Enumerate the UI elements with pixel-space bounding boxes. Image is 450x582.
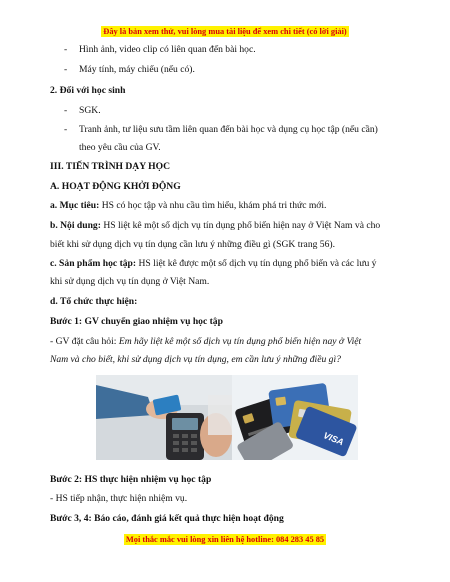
section-heading-warmup: A. HOẠT ĐỘNG KHỞI ĐỘNG (50, 181, 181, 192)
step1-question-text: Em hãy liệt kê một số dịch vụ tín dụng phổ biến hiện nay ở Việt (118, 336, 362, 347)
product-paragraph-line2: khi sử dụng dịch vụ tín dụng ở Việt Nam. (50, 276, 210, 287)
list-item: SGK. (79, 105, 101, 116)
bullet-dash: - (64, 105, 68, 116)
section-heading-process: III. TIẾN TRÌNH DẠY HỌC (50, 161, 171, 172)
card-payment-terminal-photo (96, 375, 232, 460)
step2-heading: Bước 2: HS thực hiện nhiệm vụ học tập (50, 474, 212, 485)
bullet-dash: - (64, 124, 68, 135)
bullet-dash: - (64, 64, 68, 75)
product-label: c. Sản phẩm học tập: (50, 258, 137, 269)
goal-paragraph (50, 200, 410, 211)
step2-text: - HS tiếp nhận, thực hiện nhiệm vụ. (50, 493, 188, 504)
list-item: Máy tính, máy chiếu (nếu có). (79, 64, 195, 75)
step34-heading: Bước 3, 4: Báo cáo, đánh giá kết quả thực hiện hoạt động (50, 513, 284, 524)
preview-banner-text: Đây là bản xem thử, vui lòng mua tài liệu để xem chi tiết (có lời giải) (103, 27, 347, 36)
hotline-banner-text: Mọi thắc mắc vui lòng xin liên hệ hotline: 084 283 45 85 (125, 535, 325, 544)
credit-cards-stack-photo (232, 375, 358, 460)
step1-heading: Bước 1: GV chuyển giao nhiệm vụ học tập (50, 316, 223, 327)
content-paragraph-line2: biết khi sử dụng dịch vụ tín dụng cần lưu ý những điều gì (SGK trang 56). (50, 239, 335, 250)
bullet-dash: - (64, 44, 68, 55)
goal-text: HS có học tập và nhu cầu tìm hiểu, khám phá tri thức mới. (99, 200, 327, 211)
list-item-continuation: theo yêu cầu của GV. (79, 142, 161, 153)
hotline-banner (0, 535, 450, 544)
card-brand-mark: VISA (321, 430, 346, 448)
list-item: Tranh ảnh, tư liệu sưu tầm liên quan đến bài học và dụng cụ học tập (nếu cần) (79, 124, 378, 135)
credit-cards-illustration (232, 375, 358, 460)
content-paragraph (50, 220, 410, 231)
product-text: HS liệt kê được một số dịch vụ tín dụng phổ biến và các lưu ý (136, 258, 377, 269)
content-label: b. Nội dung: (50, 220, 101, 231)
payment-terminal-illustration (96, 375, 232, 460)
list-item: Hình ảnh, video clip có liên quan đến bài học. (79, 44, 256, 55)
goal-label: a. Mục tiêu: (50, 200, 100, 211)
content-text: HS liệt kê một số dịch vụ tín dụng phổ biến hiện nay ở Việt Nam và cho (100, 220, 381, 231)
product-paragraph (50, 258, 410, 269)
preview-banner (0, 27, 450, 36)
section-heading-students: 2. Đối với học sinh (50, 85, 126, 96)
organize-heading: d. Tổ chức thực hiện: (50, 296, 138, 307)
step1-question-prefix: - GV đặt câu hỏi: (50, 336, 119, 347)
step1-question-line2: Nam và cho biết, khi sử dụng dịch vụ tín dụng, em cần lưu ý những điều gì? (50, 354, 341, 365)
step1-question (50, 336, 410, 347)
illustration-images (96, 375, 358, 460)
